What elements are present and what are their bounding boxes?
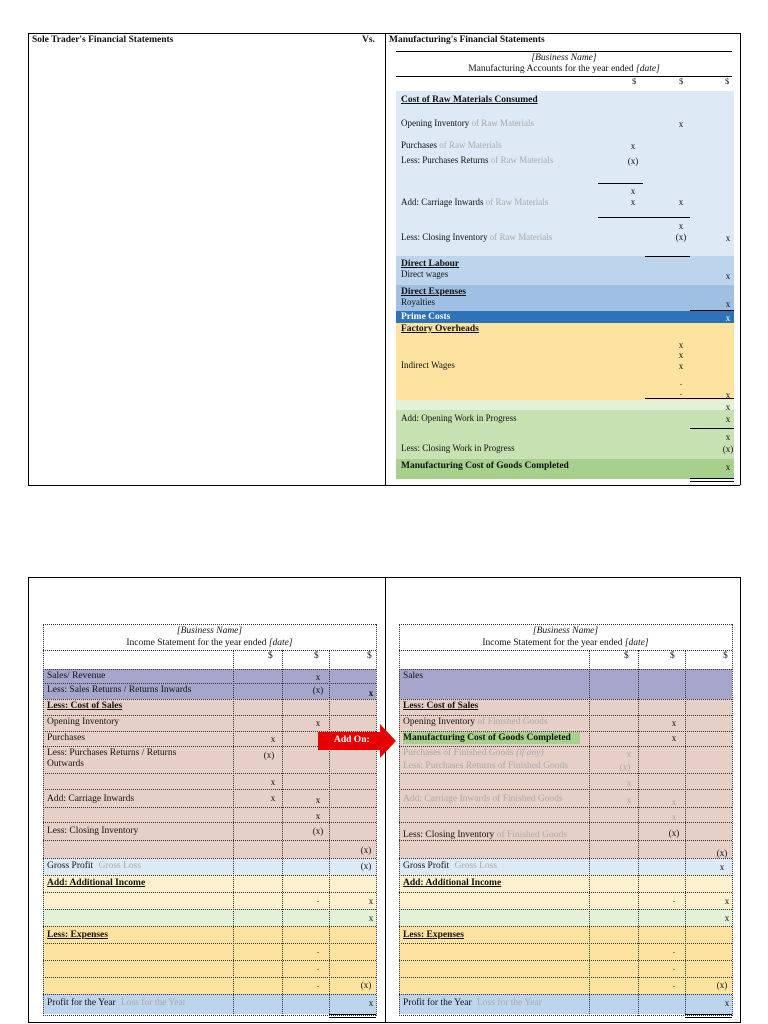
- right-val: .: [672, 894, 676, 904]
- right-profit-label: Profit for the Year: [403, 998, 472, 1008]
- right-val: x: [719, 862, 725, 872]
- mfg-val: .: [679, 377, 683, 387]
- left-subtitle: [43, 638, 376, 649]
- raw-materials-heading: Cost of Raw Materials Consumed: [401, 95, 538, 105]
- mfg-subtitle: [396, 64, 732, 75]
- left-val: x: [270, 734, 276, 744]
- left-val: (x): [360, 845, 372, 855]
- left-currency-2: $: [314, 651, 319, 661]
- right-opening-inventory-suffix: of Finished Goods: [475, 717, 548, 727]
- left-val: x: [315, 811, 321, 821]
- mfg-val: x: [678, 119, 684, 129]
- left-val: .: [316, 962, 320, 972]
- left-add-additional-income: Add: Additional Income: [47, 878, 146, 888]
- mfg-purchases-label: Purchases: [401, 140, 437, 150]
- right-less-closing-label: Less: Closing Inventory: [403, 830, 495, 840]
- right-gross-loss-label: Gross Loss: [454, 861, 498, 871]
- mfg-val: x: [678, 361, 684, 371]
- left-val: x: [315, 672, 321, 682]
- left-less-purchases-returns-1: Less: Purchases Returns / Returns: [47, 748, 177, 758]
- direct-expenses-heading: Direct Expenses: [401, 287, 466, 297]
- right-val: x: [626, 778, 632, 788]
- left-val: (x): [312, 826, 324, 836]
- right-val: (x): [716, 848, 728, 858]
- left-business-name: [Business Name]: [176, 626, 243, 636]
- mfg-add-carriage-label: Add: Carriage Inwards: [401, 197, 484, 207]
- add-opening-wip-label: Add: Opening Work in Progress: [401, 413, 517, 423]
- left-val: x: [315, 718, 321, 728]
- royalties-label: Royalties: [401, 297, 435, 307]
- right-gross-profit: [403, 861, 497, 872]
- right-subtitle-text: Income Statement for the year ended: [482, 638, 625, 648]
- mfg-val: x: [725, 233, 731, 243]
- mfg-val: (x): [722, 444, 734, 454]
- left-profit-label: Profit for the Year: [47, 998, 116, 1008]
- direct-labour-heading: Direct Labour: [401, 259, 460, 269]
- left-val: .: [316, 894, 320, 904]
- right-purchases-fg-label: Purchases of Finished Goods: [403, 748, 516, 758]
- mfg-val: x: [725, 390, 731, 400]
- left-opening-inventory: Opening Inventory: [47, 717, 120, 727]
- left-val: (x): [312, 685, 324, 695]
- right-opening-inventory-label: Opening Inventory: [403, 717, 476, 727]
- mfg-less-closing-suffix: of Raw Materials: [487, 232, 553, 242]
- right-less-returns-fg: Less: Purchases Returns of Finished Goods: [403, 761, 568, 771]
- mfg-add-carriage-suffix: of Raw Materials: [483, 197, 549, 207]
- right-less-closing-suffix: of Finished Goods: [494, 830, 567, 840]
- right-if-any: (if any): [515, 748, 544, 758]
- left-val: (x): [263, 750, 275, 760]
- left-gross-profit: [47, 861, 141, 872]
- right-less-expenses: Less: Expenses: [403, 930, 464, 940]
- left-val: .: [316, 979, 320, 989]
- right-mcgc: Manufacturing Cost of Goods Completed: [403, 733, 571, 743]
- left-gross-loss-label: Gross Loss: [98, 861, 142, 871]
- right-sales: Sales: [403, 671, 424, 681]
- mfg-currency-1: $: [632, 76, 637, 86]
- manufacturing-title: Manufacturing's Financial Statements: [389, 35, 545, 45]
- right-gross-profit-label: Gross Profit: [403, 861, 450, 871]
- left-val: x: [368, 913, 374, 923]
- right-currency-2: $: [670, 651, 675, 661]
- left-less-purchases-returns-2: Outwards: [47, 759, 84, 769]
- mfg-val: x: [630, 141, 636, 151]
- left-add-carriage: Add: Carriage Inwards: [47, 794, 135, 804]
- mfg-val: x: [678, 221, 684, 231]
- left-less-closing: Less: Closing Inventory: [47, 826, 139, 836]
- mfg-business-name: [Business Name]: [531, 53, 597, 63]
- left-val: .: [316, 945, 320, 955]
- mfg-opening-inventory: [401, 118, 534, 129]
- left-val: (x): [360, 861, 372, 871]
- right-currency-1: $: [624, 651, 629, 661]
- right-val: (x): [619, 762, 631, 772]
- mfg-val: x: [725, 313, 731, 323]
- mfg-val: x: [678, 340, 684, 350]
- mfg-val: x: [630, 197, 636, 207]
- left-val: x: [368, 688, 374, 698]
- right-val: x: [724, 896, 730, 906]
- mfg-opening-inventory-label: Opening Inventory: [401, 118, 470, 128]
- mfg-less-closing: [401, 232, 552, 243]
- indirect-wages-label: Indirect Wages: [401, 360, 455, 370]
- right-val: x: [671, 797, 677, 807]
- right-val: .: [672, 979, 676, 989]
- left-gross-profit-label: Gross Profit: [47, 861, 94, 871]
- right-val: (x): [716, 980, 728, 990]
- right-val: x: [671, 733, 677, 743]
- right-val: .: [672, 945, 676, 955]
- mfg-val: .: [679, 387, 683, 397]
- mfg-add-carriage: [401, 197, 548, 208]
- mcgc-label: Manufacturing Cost of Goods Completed: [401, 461, 569, 471]
- mfg-less-returns-label: Less: Purchases Returns: [401, 155, 489, 165]
- right-val: x: [724, 913, 730, 923]
- right-loss-label: Loss for the Year: [476, 998, 542, 1008]
- right-val: .: [672, 962, 676, 972]
- left-subtitle-date: [date]: [268, 638, 293, 648]
- left-subtitle-text: Income Statement for the year ended: [126, 638, 269, 648]
- mfg-less-returns-suffix: of Raw Materials: [488, 155, 554, 165]
- direct-wages-label: Direct wages: [401, 269, 449, 279]
- right-currency-3: $: [723, 651, 728, 661]
- left-val: (x): [360, 980, 372, 990]
- mfg-less-returns: [401, 155, 553, 166]
- mfg-subtitle-date: [date]: [636, 64, 660, 74]
- left-purchases: Purchases: [47, 733, 85, 743]
- mfg-val: x: [725, 432, 731, 442]
- mfg-val: x: [725, 299, 731, 309]
- mfg-val: (x): [675, 232, 687, 242]
- left-sales-revenue: Sales/ Revenue: [47, 671, 106, 681]
- left-less-cost-of-sales: Less: Cost of Sales: [47, 701, 123, 711]
- left-val: x: [270, 793, 276, 803]
- less-closing-wip-label: Less: Closing Work in Progress: [401, 443, 515, 453]
- mfg-val: x: [630, 186, 636, 196]
- right-less-closing: [403, 830, 567, 841]
- left-val: x: [368, 896, 374, 906]
- right-business-name: [Business Name]: [532, 626, 599, 636]
- mfg-less-closing-label: Less: Closing Inventory: [401, 232, 488, 242]
- mfg-opening-inventory-suffix: of Raw Materials: [469, 118, 534, 128]
- right-val: x: [671, 812, 677, 822]
- right-purchases-fg: [403, 748, 544, 759]
- add-on-arrow: [318, 724, 396, 758]
- right-opening-inventory: [403, 717, 548, 728]
- mfg-subtitle-text: Manufacturing Accounts for the year ended: [468, 64, 637, 74]
- prime-costs-label: Prime Costs: [401, 312, 451, 322]
- mfg-purchases-suffix: of Raw Materials: [437, 140, 502, 150]
- left-val: x: [315, 795, 321, 805]
- right-subtitle: [399, 638, 732, 649]
- mfg-val: x: [678, 350, 684, 360]
- right-val: (x): [668, 828, 680, 838]
- left-loss-label: Loss for the Year: [120, 998, 186, 1008]
- right-add-carriage-fg: Add: Carriage Inwards of Finished Goods: [403, 794, 563, 804]
- mfg-currency-3: $: [725, 76, 730, 86]
- right-subtitle-date: [date]: [624, 638, 649, 648]
- left-val: x: [270, 777, 276, 787]
- mfg-val: x: [725, 271, 731, 281]
- right-add-additional-income: Add: Additional Income: [403, 878, 502, 888]
- left-currency-3: $: [367, 651, 372, 661]
- mfg-val: (x): [627, 156, 639, 166]
- right-val: x: [626, 795, 632, 805]
- left-less-sales-returns: Less: Sales Returns / Returns Inwards: [47, 685, 192, 695]
- mfg-currency-2: $: [679, 76, 684, 86]
- factory-overheads-heading: Factory Overheads: [401, 324, 479, 334]
- left-val: x: [368, 998, 374, 1008]
- mfg-val: x: [725, 462, 731, 472]
- mfg-val: x: [678, 197, 684, 207]
- left-less-expenses: Less: Expenses: [47, 930, 108, 940]
- left-currency-1: $: [268, 651, 273, 661]
- right-profit-for-year: [403, 998, 542, 1009]
- right-less-cost-of-sales: Less: Cost of Sales: [403, 701, 479, 711]
- versus-label: Vs.: [362, 35, 375, 45]
- mfg-val: x: [725, 402, 731, 412]
- mfg-val: x: [725, 414, 731, 424]
- add-on-label: Add On:: [334, 735, 370, 745]
- mfg-purchases: [401, 140, 502, 151]
- right-val: x: [671, 718, 677, 728]
- sole-trader-title: Sole Trader's Financial Statements: [32, 35, 174, 45]
- right-val: x: [626, 749, 632, 759]
- right-val: x: [724, 998, 730, 1008]
- left-profit-for-year: [47, 998, 186, 1009]
